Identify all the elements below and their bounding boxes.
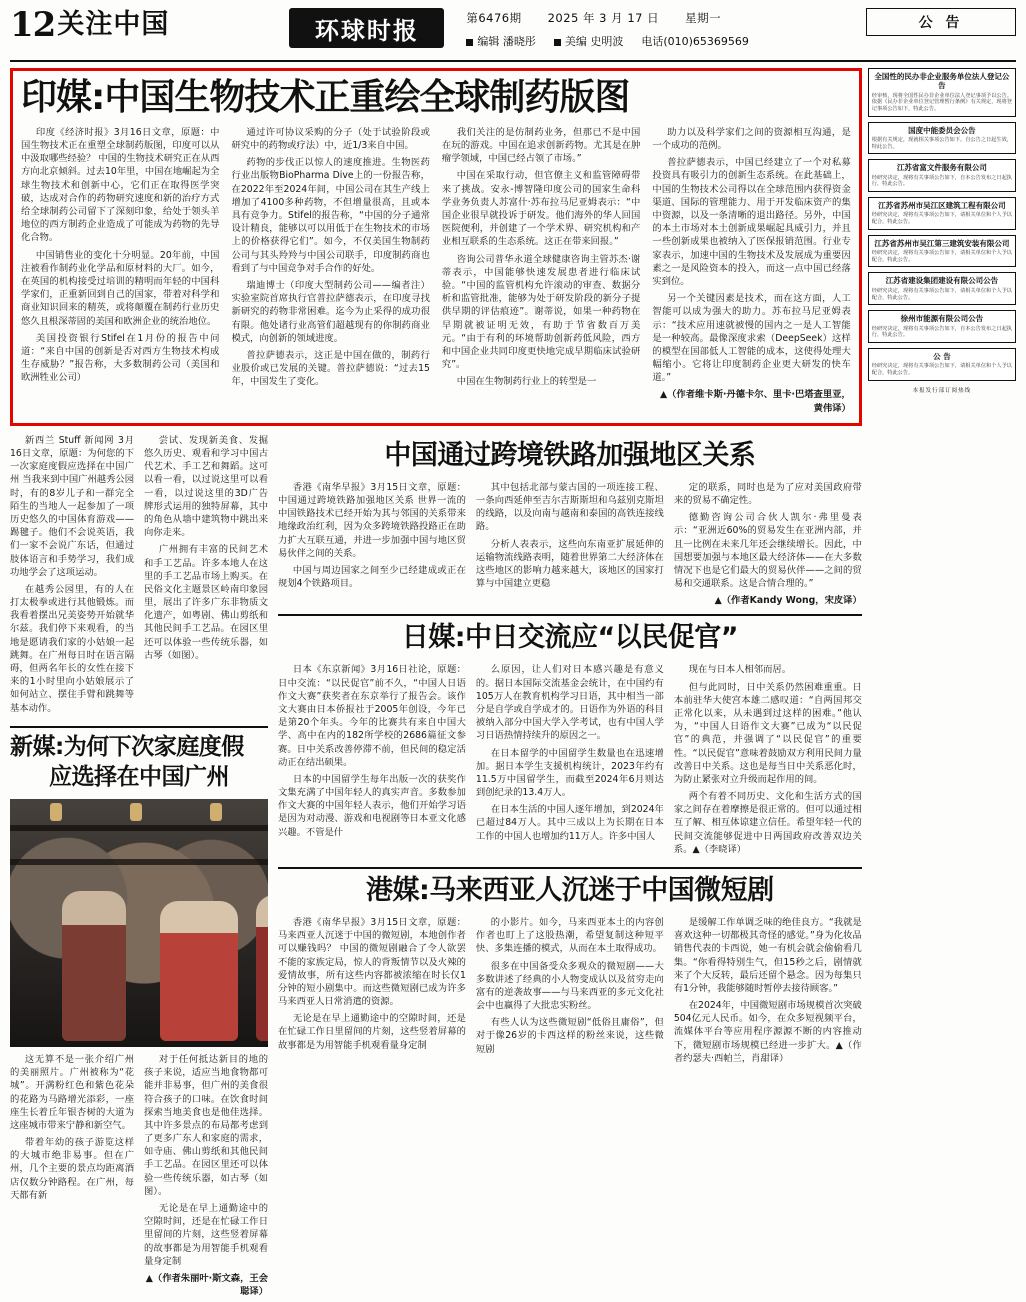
paragraph: 我们关注的是仿制药业务，但那已不是中国在玩的游戏。中国在追求创新药物。尤其是在肿瘤学领域，中国已经占领了市场。” (441, 126, 641, 165)
japan-headline: 日媒:中日交流应“以民促官” (401, 622, 739, 654)
issue-date: 2025 年 3 月 17 日 (547, 11, 660, 25)
paragraph: 的小影片。如今，马来西亚本土的内容创作者也盯上了这股热潮，希望复制这种短平快、多集连播的模式，从而在本土取得成功。 (475, 916, 664, 955)
notice-ad-title: 国度中能委员会公告 (908, 125, 976, 135)
notice-ad[interactable] (868, 68, 1016, 117)
rail-column-1 (278, 481, 466, 608)
paragraph: 通过许可协议采购的分子（处于试验阶段或研究中的药物或疗法）中，近1/3来自中国。 (231, 126, 430, 152)
paragraph: 香港《南华早报》3月15日文章，原题：马来西亚人沉迷于中国的微短剧，本地创作者可以赚钱吗？ 中国的微短剧融合了令人欲罢不能的家族定局，惊人的背叛情节以及火辣的爱情故事，所有这些内容都被浓缩在时长仅1分钟的短小剧集中。而这些微短剧已成为许多马来西亚人日常消遣的资源。 (278, 916, 466, 1008)
paragraph: 日本的中国留学生每年出版一次的获奖作文集充满了中国年轻人的真实声音。多数参加作文大赛的中国年轻人表示，他们开始学习语是因为对动漫、游戏和电视剧等日本亚文化感兴趣。不管是什 (278, 773, 466, 838)
notice-ad[interactable] (868, 272, 1016, 305)
notice-ad-body: 根据有关规定，现就相关事项公告如下。自公告之日起生效，特此公告。 (871, 137, 1012, 150)
rail-story (278, 440, 862, 608)
paragraph: 有些人认为这些微短剧“低俗且庸俗”，但对于像26岁的卡西这样的粉丝来说，这些微短剧 (475, 1017, 664, 1055)
notice-column (868, 68, 1016, 1298)
paragraph: 其中包括北部与蒙古国的一项连接工程、一条向西延伸至吉尔吉斯斯坦和乌兹别克斯坦的线路，以及向南与越南和泰国的高铁连接线路。 (475, 481, 664, 533)
paragraph: 现在与日本人相邻而居。 (688, 664, 791, 676)
paragraph: 日本《东京新闻》3月16日社论，原题：日中交流：“以民促官”前不久，“中国人日语作文大赛”获奖者在东京举行了报告会。该作文大赛由日本侨报社于2005年创设，今年已是第20个年头。今年的比赛共有来自中国大学、高中在内的182所学校的2686篇征文参赛。日中关系改善停滞不前，但民间的稳定活动正在结出硕果。 (278, 664, 466, 768)
malaysia-headline: 港媒:马来西亚人沉迷于中国微短剧 (365, 875, 774, 906)
paragraph: 定的联系，同时也是为了应对美国政府带来的贸易不确定性。 (673, 481, 862, 506)
notice-ad[interactable] (868, 197, 1016, 230)
paragraph: 中国在生物制药行业上的转型是一 (456, 376, 597, 388)
paragraph: 中国销售业的变化十分明显。20年前，中国注被看作制药业化学品和原材料的大厂。如今，在英国的机构接受过培训的精明而年轻的中国科学家们，正重新回到自己的国家，带着对科学和商业知识回来的精英，或将颠覆在制药行业历史悠久且根深蒂固的美国和欧洲企业的统治地位。 (21, 249, 220, 327)
guangzhou-headline-line2: 应选择在中国广州 (49, 764, 229, 791)
paragraph: 无论是在早上通勤途中的空隙时间，还是在忙碌工作日里留间的片刻，这些竖着屏幕的故事都是为用智能手机观看量身定制 (278, 1013, 466, 1051)
paragraph: 带着年幼的孩子游览这样的大城市绝非易事。但在广州，几个主要的景点均距离酒店仅数分钟路程。在广州，每天都有新 (10, 1137, 134, 1201)
notice-ad-title: 江苏省苏州市吴江区建筑工程有限公司 (878, 201, 1006, 211)
paragraph: 印度《经济时报》3月16日文章，原题：中国生物技术正在重塑全球制药版图，印度可以从中汲取哪些经验？ 中国的生物技术研究正在从西方向北京倾斜。过去10年里，中国在地崛起为全球生物技术和创新中心，它们正在取得医学突破，达成对合作的药物研究速度和新的治疗方式给全球制药公司留下了深刻印象，给处于领头羊地位的西方制药企业造成了可能成为药物的先导化合物。 (21, 126, 220, 244)
notice-ad-body: 经研究决定，现将有关事项公告如下，请相关单位和个人予以配合，特此公告。 (871, 250, 1012, 263)
japan-story (278, 622, 862, 860)
guangzhou-byline: ▲（作者朱丽叶·斯文森，王会聪译） (145, 1272, 268, 1298)
guangzhou-column-2 (144, 434, 268, 719)
issue-number: 第6476期 (466, 11, 522, 25)
issue-weekday: 星期一 (685, 11, 722, 25)
notice-column-footer: 本报发行部订阅热线 (912, 387, 972, 394)
rail-column-2 (476, 481, 664, 608)
paragraph: 分析人表表示，这些向东南亚扩展延伸的运输物流线路表明，随着世界第二大经济体在这些地区的影响力越来越大，该地区的国家打算与中国建立更稳 (475, 538, 664, 590)
paragraph: 尝试、发现新美食、发掘悠久历史、观看和学习中国古代艺术、手工艺和舞蹈。这可以看一看，以过说这里可以看一看，以过说这里的3D广告牌形式运用的独特屏幕，其中的角色从墙中建筑物中跳出来向你走来。 (144, 434, 268, 539)
paragraph: 另一个关键因素是技术，而在这方面，人工智能可以成为强大的助力。苏布拉马尼亚姆表示：“技术应用速就被慢的国内之一是人工智能是一种较高。最像深度求索（DeepSeek）这样的模型在国部低人工智能的成本，这使得处理大幅缩小。它将让印度制药企业更大研发的快车道。” (652, 293, 851, 384)
paragraph: 瑞迪博士（印度大型制药公司——编者注）实验室院首席执行官普拉萨德表示，在印度寻找新研究的药物非常困难。迄今为止采得的成功很有限。他处诸行业高管们超越现有的你制药商业模式，向创新的领域进度。 (231, 279, 430, 344)
guangzhou-column-4 (144, 1053, 268, 1298)
paragraph: 普拉萨德表示，这正是中国在做的，制药行业股价或已发展的关键。普拉萨德说：“过去15年，中国发生了变化。 (231, 349, 430, 388)
malaysia-column-3 (674, 916, 862, 1069)
notice-column-header: 公 告 (866, 8, 1016, 36)
notice-ad-body: 经研究决定，现将有关事项公告如下，自本公告发布之日起执行，特此公告。 (871, 174, 1012, 188)
notice-ad-body: 经研究决定，现将有关事项公告如下，自本公告发布之日起执行，特此公告。 (871, 325, 1012, 339)
paragraph: 在日本留学的中国留学生数量也在迅速增加。据日本学生支援机构统计，2023年约有11.5万中国留学生，而截至2024年6月则达到创纪录的13.4万人。 (475, 747, 664, 799)
notice-ad-body: 经审核，现将全国性民办非企业单位法人登记事项予以公告。依据《民办非企业单位登记管理暂行条例》有关规定，现将登记事项公告如下，特此公告。 (871, 92, 1012, 113)
paragraph: 在日本生活的中国人逐年增加，到2024年已超过84万人。其中三成以上为长期在日本工作的中国人也增加约11万人。许多中国人 (475, 804, 664, 842)
paragraph: 对于任何抵达新目的地的孩子来说，适应当地食物都可能并非易事，但广州的美食很符合孩子的口味。在饮食时间探索当地美食也是他佳选择。其中许多景点的布局都考虑到了更多广东人和家庭的需求，如寺庙、佛山剪纸和其他民间手工艺品。在园区里还可以体验一些传统乐器，如古琴（如图）。 (144, 1053, 268, 1197)
notice-ad-body: 经研究决定，现将有关事项公告如下，请相关单位和个人予以配合，特此公告。 (871, 287, 1012, 301)
paragraph: 么原因，让人们对日本感兴趣是有意义的。据日本国际交流基金会统计，在中国约有105万人在教育机构学习日语，其中相当一部分是自学或自学成才的。日语作为外语的科目被纳入部分中国大学入学考试，也有中国人学习日语热情持续升的原因之一。 (475, 664, 664, 742)
paragraph: 咨询公司普华永道全球健康咨询主管苏杰·谢蒂表示，中国能够快速发展患者进行临床试验。“中国的监管机构允许滚动的审查、数据分析和监管批准，能够为处于研发阶段的新分子提供早期的评估痕迹”。谢蒂说，如果一种药物在早期就被证明无效，有助于节省数百万美元。“由于有利的环境帮助创新药低风险，西方和中国企业共同印度更快地完成早期临床试验研究”。 (441, 253, 641, 371)
notice-ad-title: 全国性的民办非企业服务单位法人登记公告 (874, 72, 1010, 91)
paragraph: 两个有着不同历史、文化和生活方式的国家之间存在着摩擦是很正常的。但可以通过相互了解、相互体谅建立信任。希望年轻一代的民间交流能够促进中日两国政府改善双边关系。▲（李晓译） (673, 791, 862, 855)
lead-headline: 印媒:中国生物技术正重绘全球制药版图 (21, 77, 630, 118)
rail-byline: ▲（作者Kandy Wong，宋皮译） (714, 595, 862, 607)
logo-text: 环球时报 (314, 16, 419, 45)
notice-ad-title: 江苏省富文件服务有限公司 (896, 163, 987, 173)
lead-story (10, 68, 862, 426)
editorial-area (10, 68, 862, 1298)
malaysia-story (278, 875, 862, 1069)
lead-byline: ▲（作者维卡斯·丹德卡尔、里卡·巴塔查里亚，黄伟译） (659, 389, 851, 414)
guangzhou-column-1 (10, 434, 134, 719)
lead-column-1 (21, 126, 219, 415)
paragraph: 中国与周边国家之间至少已经建成或正在规划4个铁路项目。 (278, 564, 466, 590)
notice-ad[interactable] (868, 159, 1016, 192)
paragraph: 但与此同时，日中关系仍然困难重重。日本前驻华大使宫本雄二感叹道：“自两国邦交正常化以来，从未遇到过这样的困难。”他认为，“中国人日语作文大赛”已成为“以民促官”的典范，并强调了“以民促官”的重要性。“以民促官”意味着鼓励双方利用民间力量改善日中关系。这也是每当日中关系恶化时，为防止紧张对立升级而起作用的间。 (673, 681, 862, 785)
paragraph: 中国在采取行动，但官僚主义和监管障碍带来了挑战。安永-博智隆印度公司的国家生命科学业务负责人苏富什·苏布拉马尼亚姆表示：“中国企业很早就投诉于研发。他们海外的华人回国医院便利，并创建了一个学术界、研究机构和产业相互联系的生态系统。这正在带来回报。” (441, 170, 641, 248)
newspaper-logo (289, 8, 444, 48)
notice-ad-title: 江苏省建设集团建设有限公司公告 (885, 276, 999, 286)
paragraph: 在越秀公园里，有的人在打太极拳或进行其他锻炼。而我看着摆出兄美姿势开始就华尔兹。我们停下来观看，的当地是愿请我们家的小姑娘一起跳舞。在广州每日时在语言隔碍，但两名年长的女性在接下来的1小时里向小姑娘展示了如何站立、摆住手臂和跳舞等基本动作。 (10, 583, 134, 714)
guangzhou-photo (10, 799, 268, 1047)
rail-headline: 中国通过跨境铁路加强地区关系 (384, 439, 756, 471)
notice-ad[interactable] (868, 122, 1016, 155)
lead-column-2 (231, 126, 429, 415)
guangzhou-story (10, 434, 268, 1299)
paragraph: 香港《南华早报》3月15日文章，原题：中国通过跨境铁路加强地区关系 世界一流的中国铁路技术已经开始为其与邻国的关系带来地缘政治红利，因为众多跨境铁路投路正在助力扩大互联互通，并进一步加强中国与地区贸易伙伴之间的关系。 (278, 481, 466, 559)
paragraph: 这无算不是一张介绍广州的美丽照片。广州被称为“花城”。开满粉红色和紫色花朵的花路为马路增光添彩，一座座生长着丘年银杏树的大道为这座城市带来宁静和新空气。 (10, 1053, 134, 1131)
japan-column-2 (476, 663, 664, 860)
japan-column-3 (674, 663, 862, 860)
page-number: 12 (10, 5, 56, 45)
notice-ad-body: 经研究决定，现将有关事项公告如下，请相关单位和个人予以配合，特此公告。 (871, 363, 1012, 376)
lead-column-3 (442, 126, 640, 415)
notice-ad-title: 公 告 (933, 351, 951, 361)
guangzhou-headline-line1: 新媒:为何下次家庭度假 (10, 733, 244, 760)
masthead-info (466, 8, 866, 49)
paragraph: 美国投资银行Stifel在1月份的报告中问道：“来自中国的创新是否对西方生物技术构成生存威胁？”报告称，大多数制药公司（美国和欧洲牲业公司） (21, 332, 220, 384)
lead-column-4 (652, 126, 850, 415)
notice-ad-title: 江苏省苏州市吴江第三建筑安装有限公司 (874, 238, 1010, 248)
malaysia-column-2 (476, 916, 664, 1069)
paragraph: 新西兰 Stuff 新闻网 3月16日文章，原题：为何您的下一次家庭度假应选择在中国广州 当我来到中国广州越秀公园时，有的8岁儿子和一群完全陌生的当地人一起参加了一项历史悠久的中国体育游戏——踢毽子。他们不会说英语，我们一家不会说广东话，但通过肢体语言和手势学习，我们成功地学会了这项运动。 (10, 434, 134, 578)
editor-info: 编辑 潘晓彤 (466, 33, 536, 49)
paragraph: 普拉萨德表示，中国已经建立了一个对私募投资具有吸引力的创新生态系统。在此基础上，中国的生物技术公司得以在全球范围内获得资金渠道、国际的管理能力、用于开发临床资产的集中资源，以及一条清晰的退出路径。另外，中国的本土市场对本土创新成果崛起具威引力，并且一些创新成果也被纳入了医保报销范围。行业专家表示，加速中国的生物技术及发展成为重要因素之一是风险资本的投入，而这一点中国已经落实到位。 (652, 157, 851, 287)
paragraph: 无论是在早上通勤途中的空隙时间，还是在忙碌工作日里留间的片刻，这些竖着屏幕的故事都是为用智能手机观看量身定制 (144, 1203, 268, 1267)
notice-ad-title: 徐州市能源有限公司公告 (900, 314, 984, 324)
notice-ad[interactable] (868, 348, 1016, 381)
paragraph: 药物的步伐正以惊人的速度推进。生物医药行业出版物BioPharma Dive上的一份报告称，在2022年至2024年间，中国公司在其生产线上增加了4100多种药物，不但增量很高，且或本具有竞争力。Stifel的报告称，“中国的分子通常设计精良，能够以可以用低于在生物技术的市场上的价格获得它们”。如今，不仅美国生物制药公司与其头羚羚与中国公司联手，印度制药商也看到了与中国竞争对手合作的好处。 (231, 157, 430, 274)
paragraph: 德勤咨询公司合伙人凯尔·弗里曼表示：“亚洲近60%的贸易发生在亚洲内部，并且一比例在未来几年还会继续增长。因此，中国想要加强与本地区最大经济体——在大多数情况下也是它们最大的贸易伙伴——之间的贸易和交通联系。这是合情合理的。” (673, 512, 862, 590)
paragraph: 助力以及科学家们之间的资源相互沟通，是一个成功的范例。 (652, 126, 851, 152)
masthead (10, 5, 1016, 62)
notice-ad-body: 经研究决定，现将有关事项公告如下，请相关单位和个人予以配合，特此公告。 (871, 212, 1012, 226)
paragraph: 在2024年，中国微短剧市场规模首次突破504亿元人民币。如今，在众多短视频平台，流媒体平台等应用程序源源不断的内容推动下，微短剧市场规模已经进一步扩大。▲（作者约瑟夫·西帕兰，肖甜译） (673, 1000, 862, 1064)
designer-info: 美编 史明波 (554, 33, 624, 49)
paragraph: 广州拥有丰富的民间艺术和手工艺品。许多本地人在这里的手工艺品市场上购买。在民俗文化主题景区岭南印象园里，展出了许多广东非物质文化遗产，如粤剧、佛山剪纸和其他民间手工艺品。在园区里还可以体验一些传统乐器，如古琴（如图）。 (144, 544, 268, 661)
notice-ad[interactable] (868, 235, 1016, 268)
notice-ad[interactable] (868, 310, 1016, 343)
paragraph: 是缓解工作单调乏味的绝佳良方。“我就是喜欢这种一切都极其奇怪的感觉。”身为化妆品销售代表的卡西说，她一有机会就会偷偷看几集。“你看得特别生气，但15秒之后，剧情就来了个大反转，最后还留个悬念。因为每集只有1分钟，我能够随时暂停去接待顾客。” (673, 916, 862, 994)
phone-info: 电话(010)65369569 (641, 35, 749, 48)
rail-column-3 (674, 481, 862, 608)
paragraph: 很多在中国备受众多观众的微短剧——大多数讲述了经典的小人物变成认以及贫穷走向富有的逆袭故事——与马来西亚的多元文化社会中也赢得了大批忠实粉丝。 (475, 960, 664, 1012)
japan-column-1 (278, 663, 466, 860)
malaysia-column-1 (278, 916, 466, 1069)
section-title: 关注中国 (57, 9, 170, 40)
guangzhou-column-3 (10, 1053, 134, 1298)
